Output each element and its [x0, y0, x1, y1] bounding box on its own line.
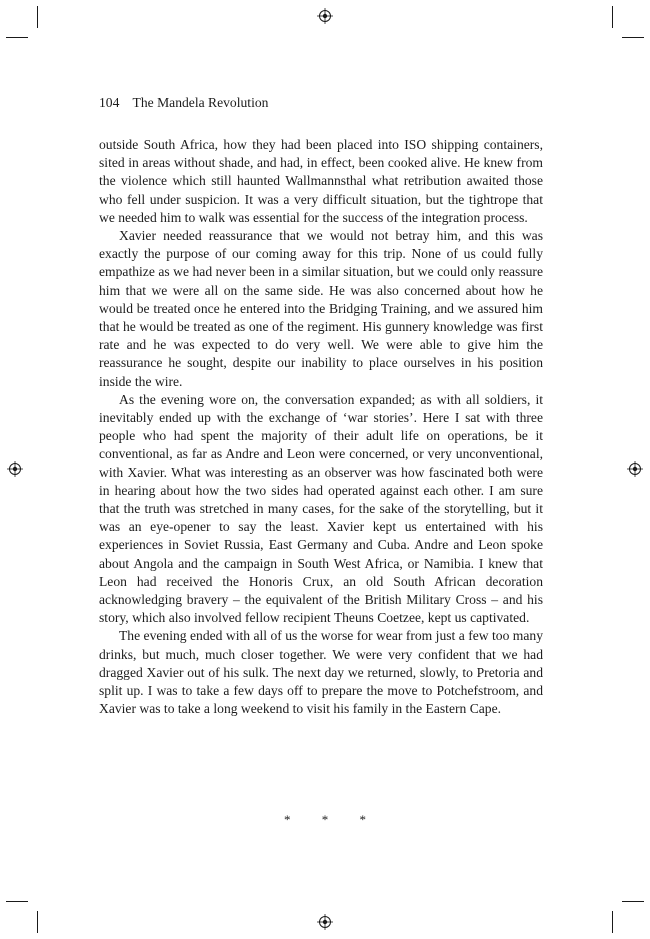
crop-mark-top-right-horizontal: [622, 37, 644, 38]
section-break: * * *: [284, 812, 380, 827]
running-header: [99, 94, 268, 111]
crop-mark-top-left-vertical: [37, 6, 38, 28]
body-text: [99, 136, 543, 719]
crop-mark-bottom-left-horizontal: [6, 901, 28, 902]
crop-mark-top-left-horizontal: [6, 37, 28, 38]
paragraph-4: The evening ended with all of us the worse for wear from just a few too many drinks, but much, much closer together. We were very confident that we had dragged Xavier out of his sulk. The next day we returned, slowly, to Pretoria and split up. I was to take a few days off to prepare the move to Potchefstroom, and Xavier was to take a long weekend to visit his family in the Eastern Cape.: [99, 628, 543, 717]
crop-mark-bottom-right-vertical: [612, 911, 613, 933]
running-title: The Mandela Revolution: [132, 95, 269, 110]
registration-mark-left-icon: [7, 461, 23, 477]
registration-mark-top-icon: [317, 8, 333, 24]
paragraph-2: Xavier needed reassurance that we would not betray him, and this was exactly the purpose of our coming away for this trip. None of us could fully empathize as we had never been in a similar situation, but we could only reassure him that we were all on the same side. He was also concerned about how he would be treated once he entered into the Bridging Training, and we assured him that he would be treated as one of the regiment. His gunnery knowledge was first rate and he was expected to do very well. We were able to give him the reassurance he sought, despite our inability to place ourselves in his position inside the wire.: [99, 228, 543, 389]
paragraph-3: As the evening wore on, the conversation expanded; as with all soldiers, it inevitably ended up with the exchange of ‘war stories’. Here I sat with three people who had spent the majority of their adult life on operations, be it conventional, as far as Andre and Leon were concerned, or very unconventional, with Xavier. What was interesting as an observer was how fascinated both were in hearing about how the two sides had operated against each other. I am sure that the truth was stretched in many cases, for the sake of the storytelling, but it was an eye-opener to say the least. Xavier kept us entertained with his experiences in Soviet Russia, East Germany and Cuba. Andre and Leon spoke about Angola and the campaign in South West Africa, or Namibia. I knew that Leon had received the Honoris Crux, an old South African decoration acknowledging bravery – the equivalent of the British Military Cross – and his story, which also involved fellow recipient Theuns Coetzee, kept us captivated.: [99, 391, 543, 626]
crop-mark-top-right-vertical: [612, 6, 613, 28]
registration-mark-bottom-icon: [317, 914, 333, 930]
paragraph-1: outside South Africa, how they had been placed into ISO shipping containers, sited in areas without shade, and had, in effect, been cooked alive. He knew from the violence which still haunted Wallmannsthal what retribution awaited those who fell under suspicion. It was a very difficult situation, but the tightrope that we needed him to walk was essential for the success of the integration process.: [99, 137, 543, 225]
crop-mark-bottom-right-horizontal: [622, 901, 644, 902]
page-number: 104: [99, 95, 120, 110]
registration-mark-right-icon: [627, 461, 643, 477]
crop-mark-bottom-left-vertical: [37, 911, 38, 933]
